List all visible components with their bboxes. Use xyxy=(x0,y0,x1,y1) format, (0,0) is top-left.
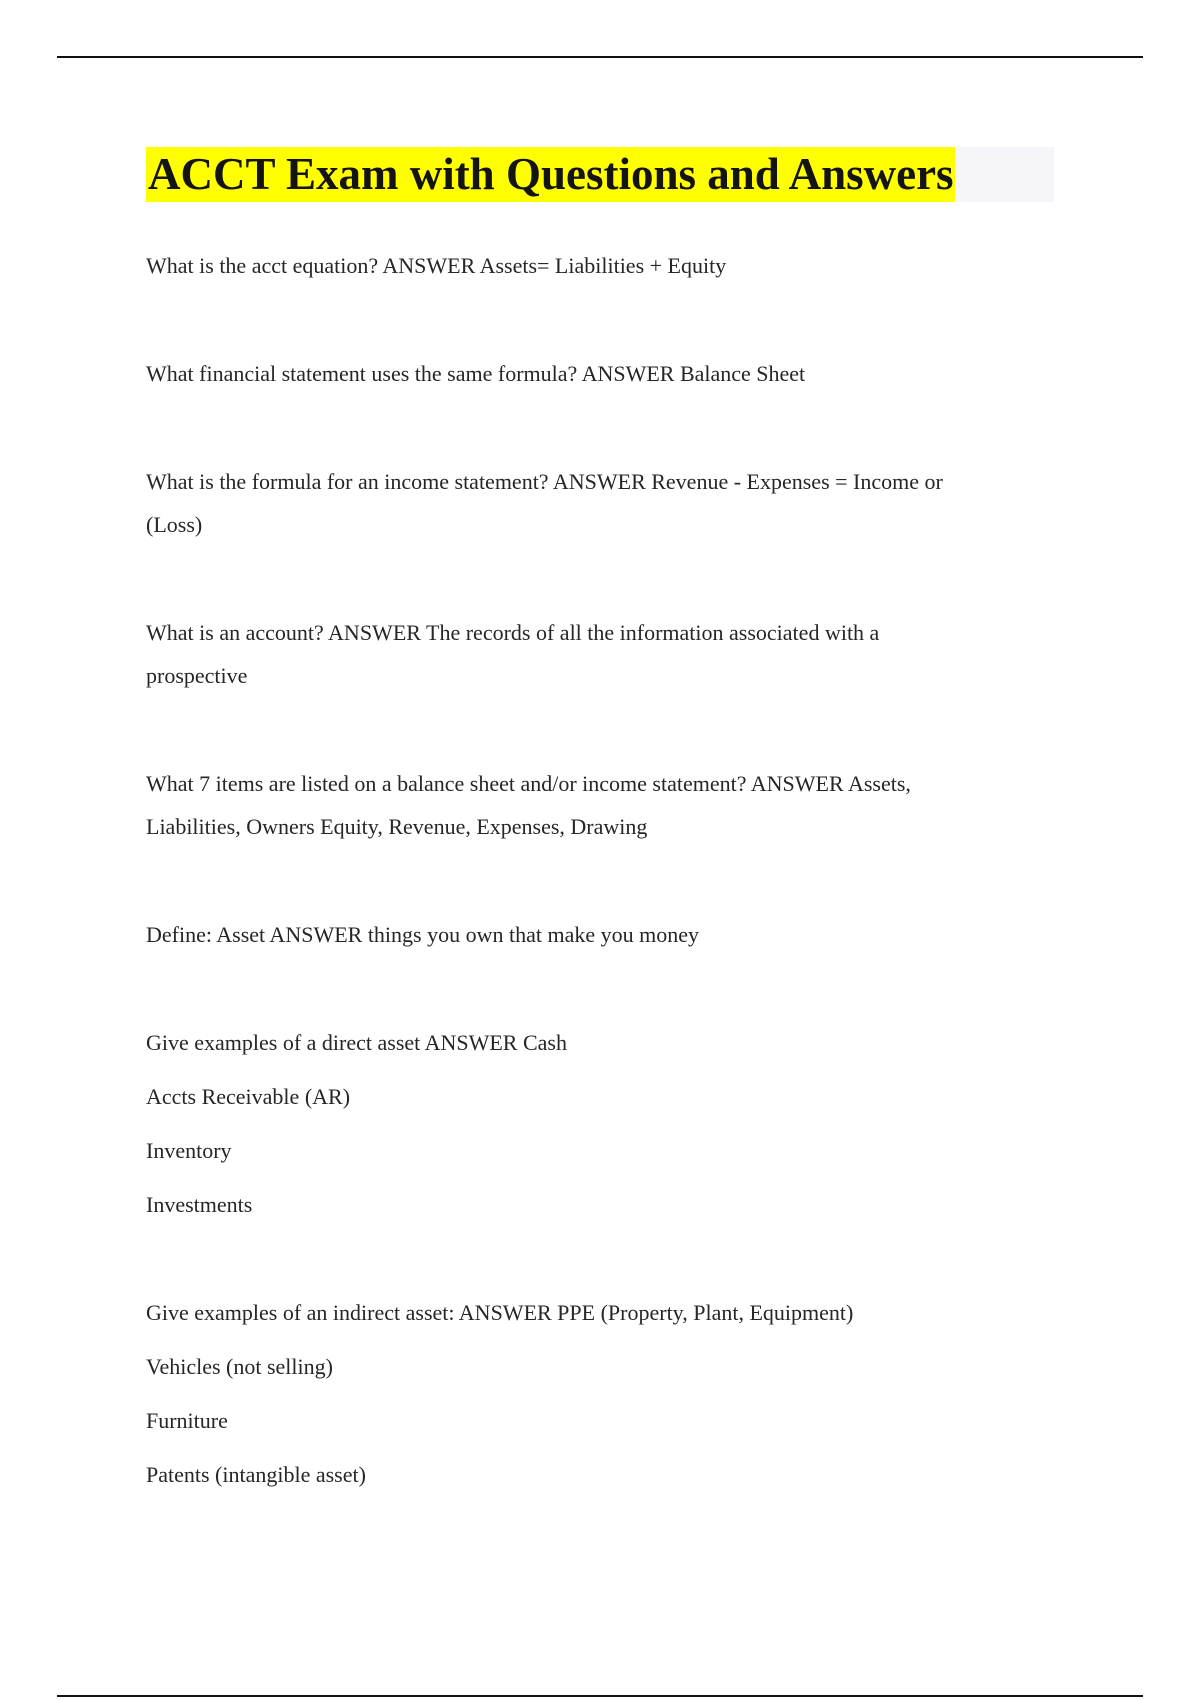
qa-subline: Furniture xyxy=(146,1408,228,1433)
qa-item-7 xyxy=(146,1021,1046,1226)
qa-text: What is the acct equation? ANSWER Assets= Liabilities + Equity xyxy=(146,253,727,278)
document-body xyxy=(146,147,1086,1561)
qa-text-continued: (Loss) xyxy=(146,512,203,537)
qa-item-3 xyxy=(146,460,1046,546)
qa-text: What is an account? ANSWER The records of all the information associated with a xyxy=(146,620,880,645)
qa-subline: Accts Receivable (AR) xyxy=(146,1084,351,1109)
qa-item-4 xyxy=(146,611,1046,697)
qa-item-1 xyxy=(146,244,1046,287)
qa-subline: Inventory xyxy=(146,1138,232,1163)
qa-subline: Investments xyxy=(146,1192,253,1217)
qa-text: What 7 items are listed on a balance sheet and/or income statement? ANSWER Assets, xyxy=(146,771,911,796)
qa-text: What is the formula for an income statement? ANSWER Revenue - Expenses = Income or xyxy=(146,469,943,494)
title-block xyxy=(146,147,1054,202)
qa-text-continued: Liabilities, Owners Equity, Revenue, Expenses, Drawing xyxy=(146,814,648,839)
qa-subline: Patents (intangible asset) xyxy=(146,1462,366,1487)
qa-list xyxy=(146,244,1086,1496)
qa-item-6 xyxy=(146,913,1046,956)
header-rule xyxy=(57,56,1143,58)
qa-item-5 xyxy=(146,762,1046,848)
footer-rule xyxy=(57,1695,1143,1697)
qa-text-continued: prospective xyxy=(146,663,248,688)
document-title: ACCT Exam with Questions and Answers xyxy=(146,147,955,202)
qa-item-8 xyxy=(146,1291,1046,1496)
qa-text: Give examples of an indirect asset: ANSWER PPE (Property, Plant, Equipment) xyxy=(146,1300,854,1325)
qa-text: Give examples of a direct asset ANSWER Cash xyxy=(146,1030,567,1055)
qa-subline: Vehicles (not selling) xyxy=(146,1354,333,1379)
qa-text: What financial statement uses the same formula? ANSWER Balance Sheet xyxy=(146,361,806,386)
qa-item-2 xyxy=(146,352,1046,395)
qa-text: Define: Asset ANSWER things you own that make you money xyxy=(146,922,699,947)
